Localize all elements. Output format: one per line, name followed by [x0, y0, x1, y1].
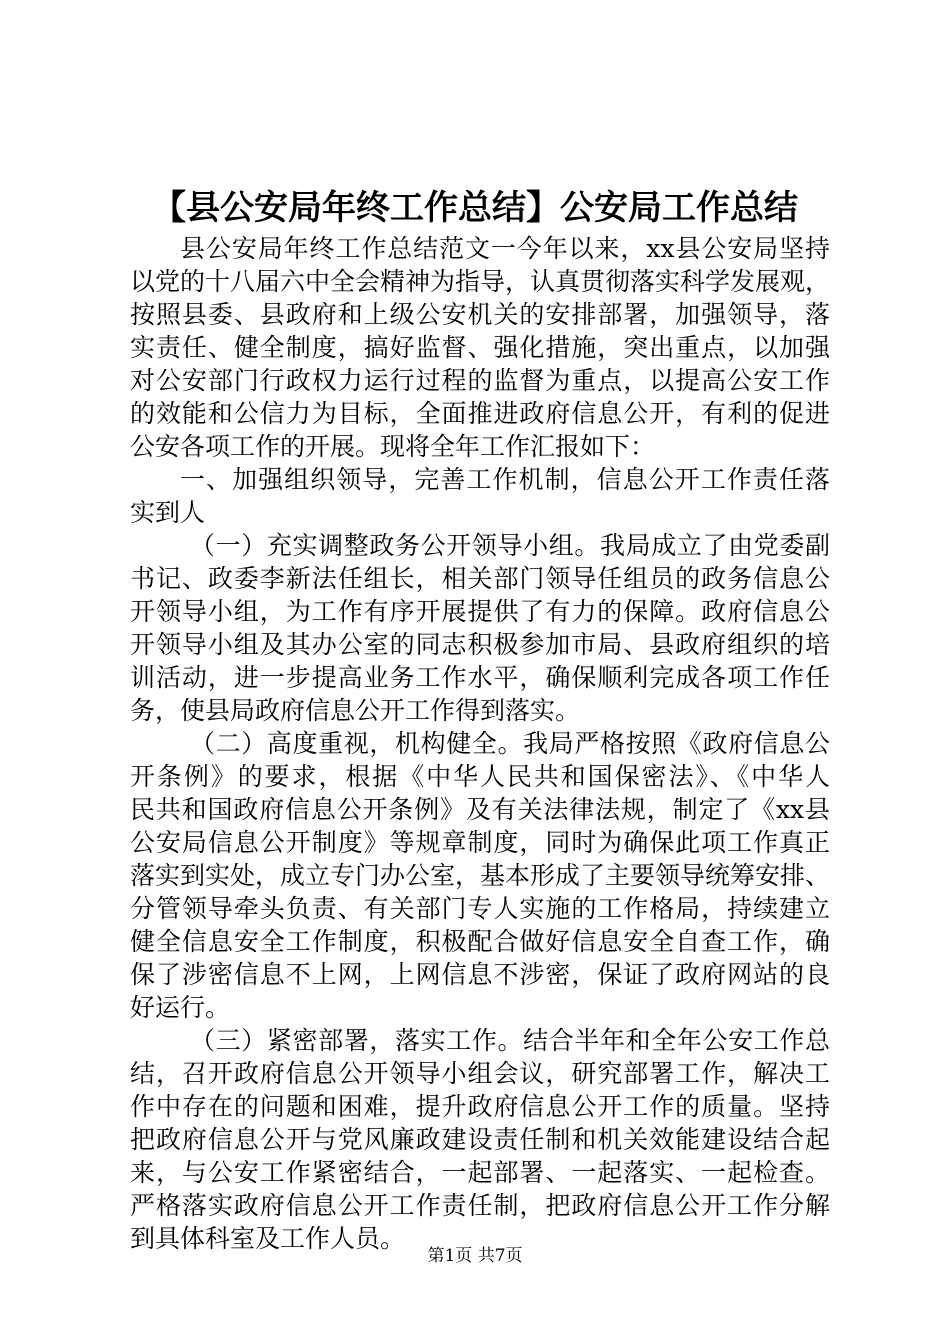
body-line: 务，使县局政府信息公开工作得到落实。 [130, 696, 581, 725]
body-line: 好运行。 [130, 993, 231, 1022]
body-line: （三）紧密部署，落实工作。结合半年和全年公安工作总 [190, 1026, 830, 1055]
body-line: （二）高度重视，机构健全。我局严格按照《政府信息公 [190, 729, 830, 758]
section-heading-line: 一、加强组织领导，完善工作机制，信息公开工作责任落 [180, 465, 830, 494]
body-line: 作中存在的问题和困难，提升政府信息公开工作的质量。坚持 [130, 1092, 830, 1121]
body-line: 实责任、健全制度，搞好监督、强化措施，突出重点，以加强 [130, 333, 830, 362]
body-line: 严格落实政府信息公开工作责任制，把政府信息公开工作分解 [130, 1191, 830, 1220]
body-line: 把政府信息公开与党风廉政建设责任制和机关效能建设结合起 [130, 1125, 830, 1154]
body-line: 公安局信息公开制度》等规章制度，同时为确保此项工作真正 [130, 828, 830, 857]
body-line: 结，召开政府信息公开领导小组会议，研究部署工作，解决工 [130, 1059, 830, 1088]
body-line: 对公安部门行政权力运行过程的监督为重点，以提高公安工作 [130, 366, 830, 395]
body-line: 开领导小组及其办公室的同志积极参加市局、县政府组织的培 [130, 630, 830, 659]
body-line: 的效能和公信力为目标，全面推进政府信息公开，有利的促进 [130, 399, 830, 428]
body-line: 落实到实处，成立专门办公室，基本形成了主要领导统筹安排、 [130, 861, 831, 890]
body-line: 开条例》的要求，根据《中华人民共和国保密法》、《中华人 [130, 762, 830, 791]
body-line: 健全信息安全工作制度，积极配合做好信息安全自查工作，确 [130, 927, 830, 956]
body-line: 分管领导牵头负责、有关部门专人实施的工作格局，持续建立 [130, 894, 830, 923]
body-line: 训活动，进一步提高业务工作水平，确保顺利完成各项工作任 [130, 663, 830, 692]
body-line: 开领导小组，为工作有序开展提供了有力的保障。政府信息公 [130, 597, 830, 626]
body-line: 书记、政委李新法任组长，相关部门领导任组员的政务信息公 [130, 564, 830, 593]
document-title: 【县公安局年终工作总结】公安局工作总结 [152, 188, 798, 228]
body-line: （一）充实调整政务公开领导小组。我局成立了由党委副 [190, 531, 830, 560]
body-line: 公安各项工作的开展。现将全年工作汇报如下： [130, 432, 656, 461]
body-line: 到具体科室及工作人员。 [130, 1224, 406, 1253]
section-heading-line: 实到人 [130, 498, 206, 527]
body-line: 保了涉密信息不上网，上网信息不涉密，保证了政府网站的良 [130, 960, 830, 989]
body-line: 民共和国政府信息公开条例》及有关法律法规，制定了《xx县 [130, 795, 830, 824]
document-body [130, 232, 830, 1255]
body-line: 县公安局年终工作总结范文一今年以来，xx县公安局坚持 [180, 234, 830, 263]
body-line: 以党的十八届六中全会精神为指导，认真贯彻落实科学发展观， [130, 267, 831, 296]
page-number-footer: 第1页 共7页 [427, 1246, 523, 1266]
body-line: 来，与公安工作紧密结合，一起部署、一起落实、一起检查。 [130, 1158, 830, 1187]
body-line: 按照县委、县政府和上级公安机关的安排部署，加强领导，落 [130, 300, 830, 329]
